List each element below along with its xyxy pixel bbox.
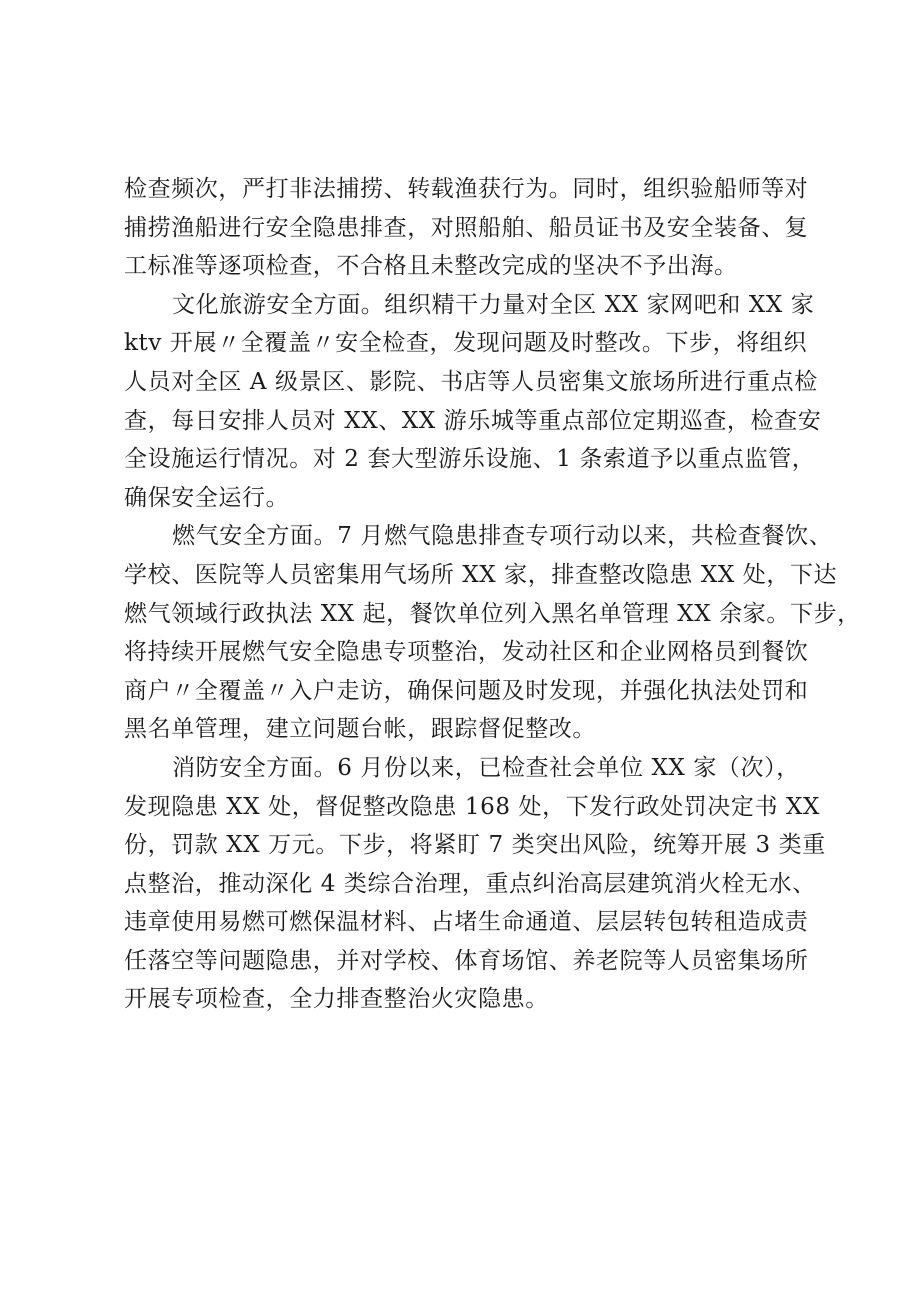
text-line: 燃气领域行政执法 XX 起，餐饮单位列入黑名单管理 XX 余家。下步， xyxy=(124,600,861,627)
text-line: 黑名单管理，建立问题台帐，跟踪督促整改。 xyxy=(124,716,596,743)
text-line: 检查频次，严打非法捕捞、转载渔获行为。同时，组织验船师等对 xyxy=(124,176,809,202)
paragraph-fire xyxy=(124,749,826,1019)
paragraph-culture-tourism xyxy=(124,286,822,518)
text-line: 文化旅游安全方面。组织精干力量对全区 XX 家网吧和 XX 家 xyxy=(172,291,815,318)
text-line: 点整治，推动深化 4 类综合治理，重点纠治高层建筑消火栓无水、 xyxy=(124,870,816,897)
text-line: 消防安全方面。6 月份以来，已检查社会单位 XX 家（次）， xyxy=(172,754,800,781)
text-line: 违章使用易燃可燃保温材料、占堵生命通道、层层转包转租造成责 xyxy=(124,909,809,936)
text-line: 查，每日安排人员对 XX、XX 游乐城等重点部位定期巡查，检查安 xyxy=(124,407,822,434)
document-body xyxy=(124,170,861,1019)
text-line: 份，罚款 XX 万元。下步，将紧盯 7 类突出风险，统筹开展 3 类重 xyxy=(124,832,826,859)
text-line: 商户〃全覆盖〃入户走访，确保问题及时发现，并强化执法处罚和 xyxy=(124,677,809,704)
text-line: 发现隐患 XX 处，督促整改隐患 168 处，下发行政处罚决定书 XX xyxy=(124,793,820,820)
text-line: 将持续开展燃气安全隐患专项整治，发动社区和企业网格员到餐饮 xyxy=(124,639,809,666)
text-line: 工标准等逐项检查，不合格且未整改完成的坚决不予出海。 xyxy=(124,253,738,280)
paragraph-fishery xyxy=(124,170,809,286)
text-line: ktv 开展〃全覆盖〃安全检查，发现问题及时整改。下步，将组织 xyxy=(124,330,808,357)
text-line: 人员对全区 A 级景区、影院、书店等人员密集文旅场所进行重点检 xyxy=(124,368,818,395)
paragraph-gas xyxy=(124,517,861,749)
text-line: 燃气安全方面。7 月燃气隐患排查专项行动以来，共检查餐饮、 xyxy=(172,523,833,550)
text-line: 确保安全运行。 xyxy=(124,484,290,511)
text-line: 学校、医院等人员密集用气场所 XX 家，排查整改隐患 XX 处，下达 xyxy=(124,561,838,588)
text-line: 捕捞渔船进行安全隐患排查，对照船舶、船员证书及安全装备、复 xyxy=(124,214,809,241)
text-line: 开展专项检查，全力排查整治火灾隐患。 xyxy=(124,986,549,1013)
text-line: 任落空等问题隐患，并对学校、体育场馆、养老院等人员密集场所 xyxy=(124,947,809,974)
text-line: 全设施运行情况。对 2 套大型游乐设施、1 条索道予以重点监管， xyxy=(124,446,816,473)
